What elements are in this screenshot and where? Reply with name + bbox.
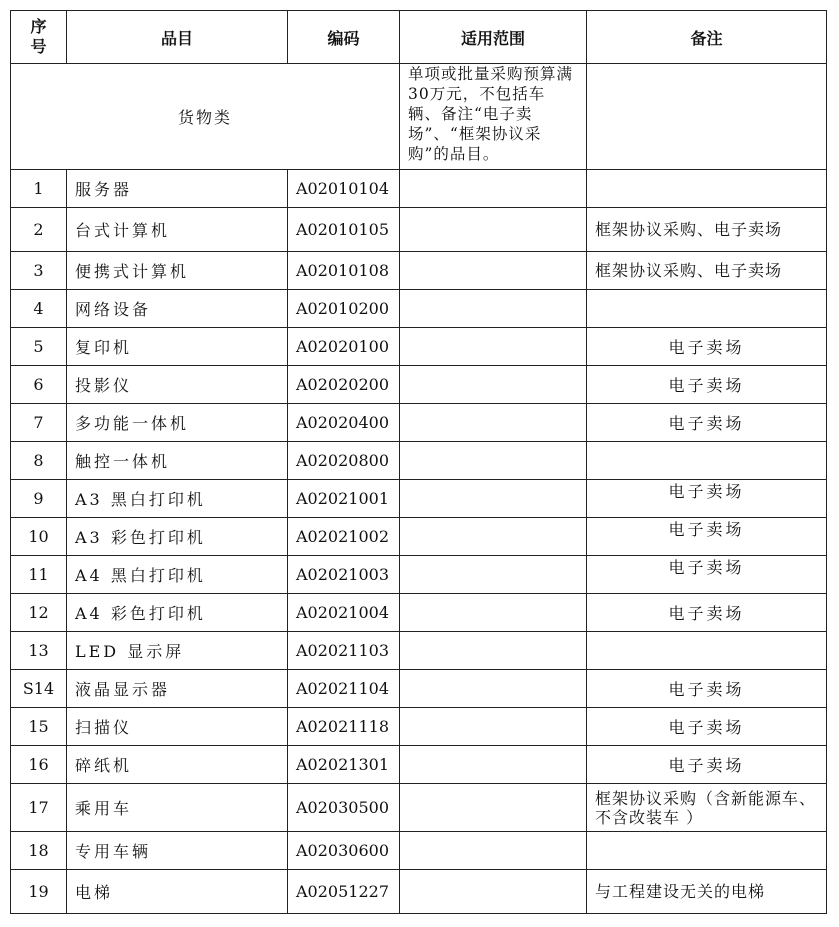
table-row [11,594,827,632]
row-item [67,594,288,632]
row-note [587,632,827,670]
row-code: A02021103 [288,632,400,670]
row-item [67,328,288,366]
row-scope [400,480,587,518]
row-code: A02020200 [288,366,400,404]
row-item-label: 碎纸机 [75,756,133,775]
row-note [587,784,827,832]
row-item-label: 乘用车 [75,799,133,818]
row-code: A02051227 [288,870,400,914]
header-row [11,11,827,64]
row-scope [400,518,587,556]
row-number: 19 [11,870,67,914]
row-item-label: 触控一体机 [75,452,171,471]
row-number: 5 [11,328,67,366]
table-row [11,670,827,708]
table-row [11,708,827,746]
row-note [587,404,827,442]
row-scope [400,594,587,632]
row-number: 8 [11,442,67,480]
procurement-catalog-table [10,10,827,914]
row-note-text: 电子卖场 [668,604,745,623]
table-row [11,480,827,518]
row-number: 13 [11,632,67,670]
row-item [67,832,288,870]
row-item [67,366,288,404]
category-scope: 单项或批量采购预算满30万元，不包括车辆、备注“电子卖场”、“框架协议采购”的品目。 [400,64,587,170]
row-note [587,556,827,594]
row-note-text: 电子卖场 [668,756,745,775]
row-note [587,442,827,480]
category-row [11,64,827,170]
header-code: 编码 [288,11,400,64]
row-number: 16 [11,746,67,784]
row-scope [400,170,587,208]
row-note [587,480,827,518]
row-item-label: 电梯 [75,883,114,902]
row-item [67,670,288,708]
row-note [587,832,827,870]
row-code: A02021001 [288,480,400,518]
row-number: 10 [11,518,67,556]
row-item [67,170,288,208]
row-number: 18 [11,832,67,870]
row-item [67,290,288,328]
row-number: 3 [11,252,67,290]
row-code: A02021118 [288,708,400,746]
header-item: 品目 [67,11,288,64]
row-scope [400,784,587,832]
row-number: 2 [11,208,67,252]
category-label: 货物类 [11,64,400,170]
row-item-label: A4 黑白打印机 [75,566,206,585]
row-number: 1 [11,170,67,208]
row-item [67,746,288,784]
row-item [67,556,288,594]
row-note-text: 框架协议采购、电子卖场 [595,261,783,280]
row-note [587,746,827,784]
row-scope [400,870,587,914]
row-scope [400,832,587,870]
row-item [67,870,288,914]
row-code: A02021104 [288,670,400,708]
row-note [587,170,827,208]
row-number: 11 [11,556,67,594]
row-number: 7 [11,404,67,442]
row-scope [400,290,587,328]
row-scope [400,442,587,480]
table-row [11,252,827,290]
row-item-label: 复印机 [75,338,133,357]
row-item-label: 台式计算机 [75,221,171,240]
row-note-text: 电子卖场 [668,680,745,699]
row-scope [400,670,587,708]
row-number: 17 [11,784,67,832]
row-scope [400,208,587,252]
row-code: A02020100 [288,328,400,366]
row-code: A02030600 [288,832,400,870]
row-item-label: A4 彩色打印机 [75,604,206,623]
row-code: A02010108 [288,252,400,290]
table-row [11,328,827,366]
row-note [587,252,827,290]
row-note [587,328,827,366]
header-no: 序 号 [11,11,67,64]
row-note [587,708,827,746]
header-note: 备注 [587,11,827,64]
row-code: A02010200 [288,290,400,328]
row-item-label: 服务器 [75,180,133,199]
row-note-text: 电子卖场 [668,520,745,539]
row-scope [400,328,587,366]
row-note [587,870,827,914]
row-scope [400,366,587,404]
row-note-text: 电子卖场 [668,482,745,501]
row-item-label: A3 黑白打印机 [75,490,206,509]
row-note [587,594,827,632]
row-note-text: 与工程建设无关的电梯 [595,882,766,901]
row-code: A02010104 [288,170,400,208]
row-item [67,518,288,556]
table-row [11,784,827,832]
row-item [67,632,288,670]
row-note-text: 电子卖场 [668,414,745,433]
table-row [11,518,827,556]
row-note [587,670,827,708]
row-item [67,480,288,518]
row-number: 15 [11,708,67,746]
row-code: A02010105 [288,208,400,252]
table-row [11,746,827,784]
row-scope [400,746,587,784]
header-scope: 适用范围 [400,11,587,64]
row-code: A02021002 [288,518,400,556]
row-scope [400,252,587,290]
row-item-label: 专用车辆 [75,842,152,861]
table-row [11,208,827,252]
row-note [587,366,827,404]
row-item [67,252,288,290]
row-item [67,784,288,832]
row-item [67,404,288,442]
row-item [67,208,288,252]
row-item-label: 液晶显示器 [75,680,171,699]
table-row [11,404,827,442]
row-item-label: 便携式计算机 [75,262,190,281]
row-note-text: 电子卖场 [668,718,745,737]
row-scope [400,404,587,442]
table-row [11,366,827,404]
table-row [11,170,827,208]
row-code: A02020400 [288,404,400,442]
table-row [11,832,827,870]
table-row [11,442,827,480]
row-note-text: 框架协议采购（含新能源车、不含改装车 ） [595,788,817,827]
row-code: A02030500 [288,784,400,832]
row-number: 4 [11,290,67,328]
row-note [587,208,827,252]
row-item [67,442,288,480]
table-body [11,170,827,914]
table-row [11,556,827,594]
row-item-label: A3 彩色打印机 [75,528,206,547]
row-note-text: 电子卖场 [668,338,745,357]
category-note [587,64,827,170]
row-item-label: 扫描仪 [75,718,133,737]
row-number: 12 [11,594,67,632]
row-item [67,708,288,746]
row-code: A02020800 [288,442,400,480]
table-row [11,290,827,328]
row-number: 9 [11,480,67,518]
row-code: A02021003 [288,556,400,594]
row-item-label: 投影仪 [75,376,133,395]
row-number: 6 [11,366,67,404]
row-scope [400,556,587,594]
row-note-text: 框架协议采购、电子卖场 [595,220,783,239]
row-code: A02021004 [288,594,400,632]
row-item-label: 网络设备 [75,300,152,319]
row-code: A02021301 [288,746,400,784]
row-note-text: 电子卖场 [668,558,745,577]
row-item-label: 多功能一体机 [75,414,190,433]
row-note [587,518,827,556]
row-scope [400,632,587,670]
table-row [11,632,827,670]
row-note [587,290,827,328]
table-row [11,870,827,914]
row-item-label: LED 显示屏 [75,642,185,661]
row-note-text: 电子卖场 [668,376,745,395]
row-number: S14 [11,670,67,708]
row-scope [400,708,587,746]
